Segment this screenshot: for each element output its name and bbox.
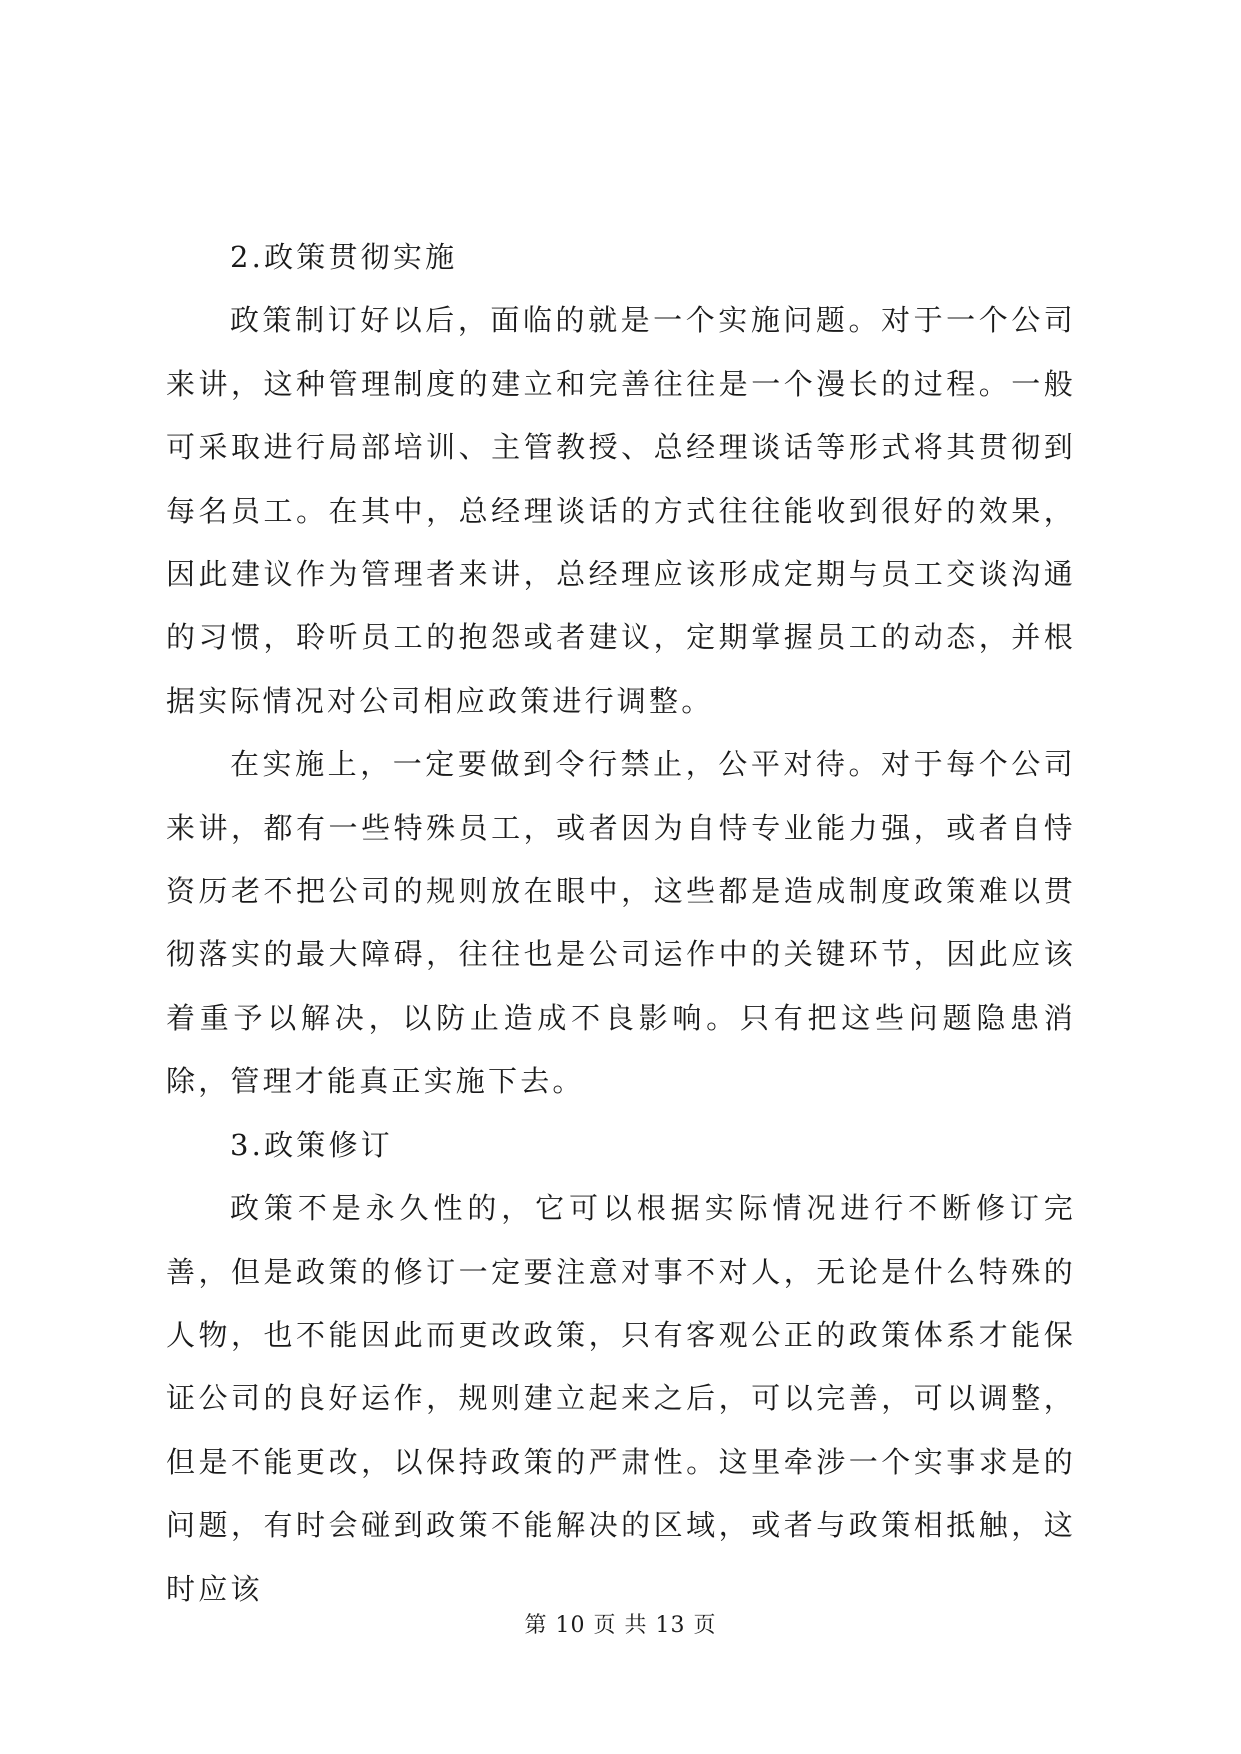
paragraph-1: 政策制订好以后，面临的就是一个实施问题。对于一个公司来讲，这种管理制度的建立和完善往往是一个漫长的过程。一般可采取进行局部培训、主管教授、总经理谈话等形式将其贯彻到每名员工。在其中，总经理谈话的方式往往能收到很好的效果，因此建议作为管理者来讲，总经理应该形成定期与员工交谈沟通的习惯，聆听员工的抱怨或者建议，定期掌握员工的动态，并根据实际情况对公司相应政策进行调整。 [166,303,1076,718]
paragraph-2: 在实施上，一定要做到令行禁止，公平对待。对于每个公司来讲，都有一些特殊员工，或者因为自恃专业能力强，或者自恃资历老不把公司的规则放在眼中，这些都是造成制度政策难以贯彻落实的最大障碍，往往也是公司运作中的关键环节，因此应该着重予以解决，以防止造成不良影响。只有把这些问题隐患消除，管理才能真正实施下去。 [166,747,1076,1099]
paragraph-3: 政策不是永久性的，它可以根据实际情况进行不断修订完善，但是政策的修订一定要注意对事不对人，无论是什么特殊的人物，也不能因此而更改政策，只有客观公正的政策体系才能保证公司的良好运作，规则建立起来之后，可以完善，可以调整，但是不能更改，以保持政策的严肃性。这里牵涉一个实事求是的问题，有时会碰到政策不能解决的区域，或者与政策相抵触，这时应该 [166,1191,1076,1606]
section-heading-2: 2.政策贯彻实施 [230,240,458,274]
document-body [166,226,1076,1621]
section-heading-3: 3.政策修订 [230,1127,393,1162]
page-footer: 第 10 页 共 13 页 [524,1613,717,1638]
